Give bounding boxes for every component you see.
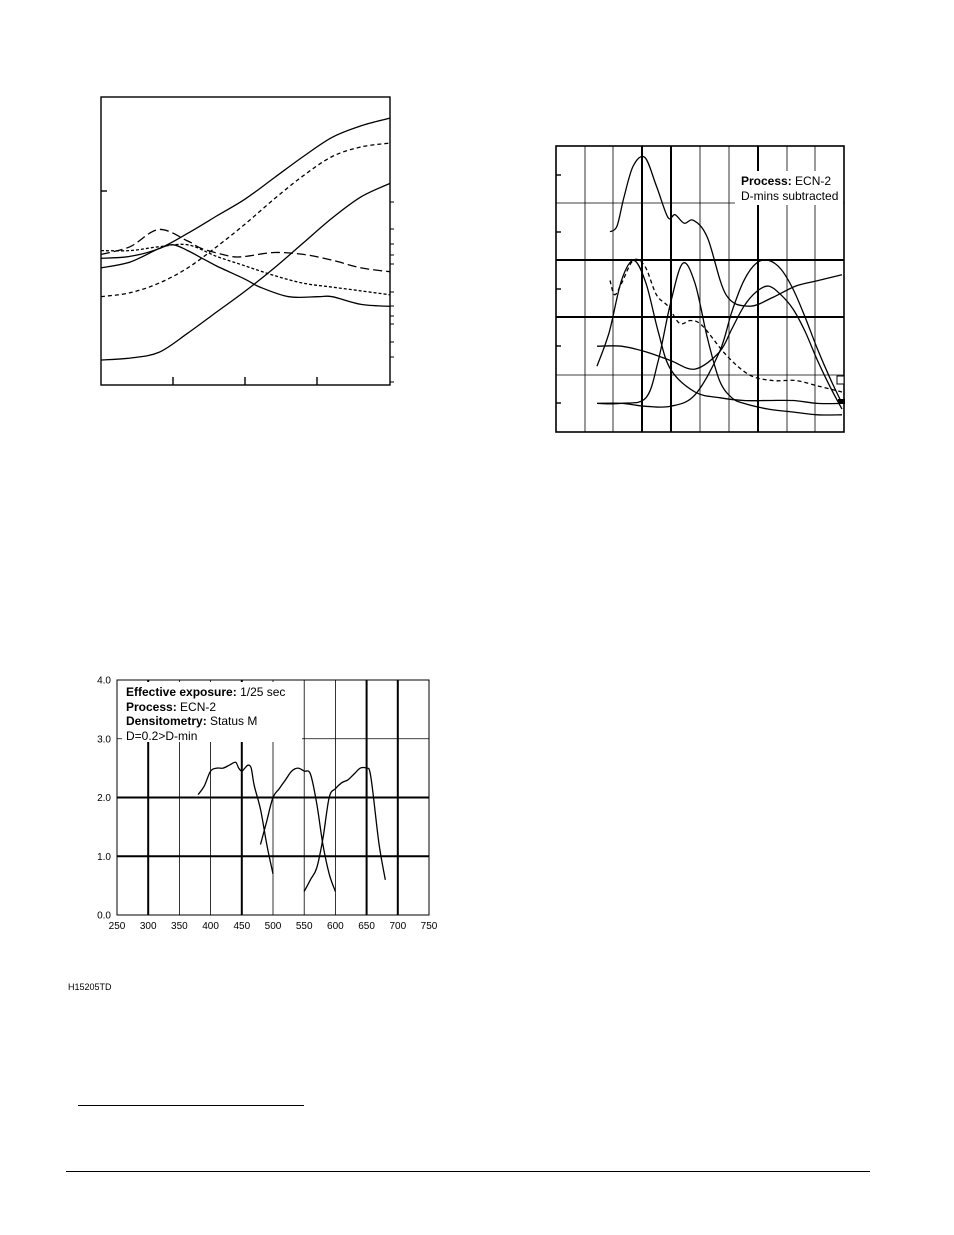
x-tick-label: 500: [264, 921, 282, 932]
x-tick-label: 750: [420, 921, 438, 932]
y-tick-labels: [97, 676, 111, 922]
x-tick-label: 400: [202, 921, 219, 932]
annotation-exposure-value: 1/25 sec: [240, 685, 286, 699]
annotation-densitometry-label: Densitometry:: [126, 714, 207, 728]
annotation-process-label: Process:: [741, 174, 792, 188]
page-footer-rule: [66, 1171, 870, 1172]
annotation-process-value: ECN-2: [180, 699, 217, 714]
y-tick-label: 2.0: [97, 793, 111, 804]
annotation-density-criterion: D=0.2>D-min: [126, 728, 198, 743]
x-tick-labels: [109, 921, 438, 932]
sensitivity-annotation: [126, 685, 285, 743]
x-tick-label: 700: [389, 921, 407, 932]
spectral-dye-density-chart: [555, 145, 845, 433]
footnote-rule: [78, 1105, 304, 1106]
x-tick-label: 300: [139, 921, 157, 932]
annotation-exposure-label: Effective exposure:: [126, 685, 237, 699]
plot-frame: [101, 97, 390, 385]
y-tick-label: 3.0: [97, 734, 111, 746]
figure-code: H15205TD: [68, 982, 112, 992]
x-tick-label: 250: [108, 921, 126, 932]
x-tick-label: 450: [233, 921, 251, 932]
y-tick-label: 1.0: [97, 851, 111, 863]
end-marker-filled: [838, 399, 845, 404]
end-marker-open: [837, 376, 844, 384]
y-tick-label: 4.0: [97, 675, 111, 687]
characteristic-curves-chart: [96, 92, 396, 392]
x-tick-label: 600: [327, 921, 344, 932]
annotation-process-label: Process:: [126, 699, 177, 714]
x-tick-label: 650: [358, 921, 375, 932]
x-tick-label: 350: [171, 921, 188, 932]
spectral-sensitivity-chart: [60, 672, 450, 942]
annotation-densitometry-value: Status M: [210, 714, 258, 728]
x-tick-label: 550: [295, 921, 313, 932]
annotation-dmin-note: D-mins subtracted: [741, 189, 839, 203]
dye-density-annotation: [741, 174, 838, 204]
annotation-process-value: ECN-2: [795, 174, 832, 188]
y-tick-label: 0.0: [97, 910, 111, 922]
